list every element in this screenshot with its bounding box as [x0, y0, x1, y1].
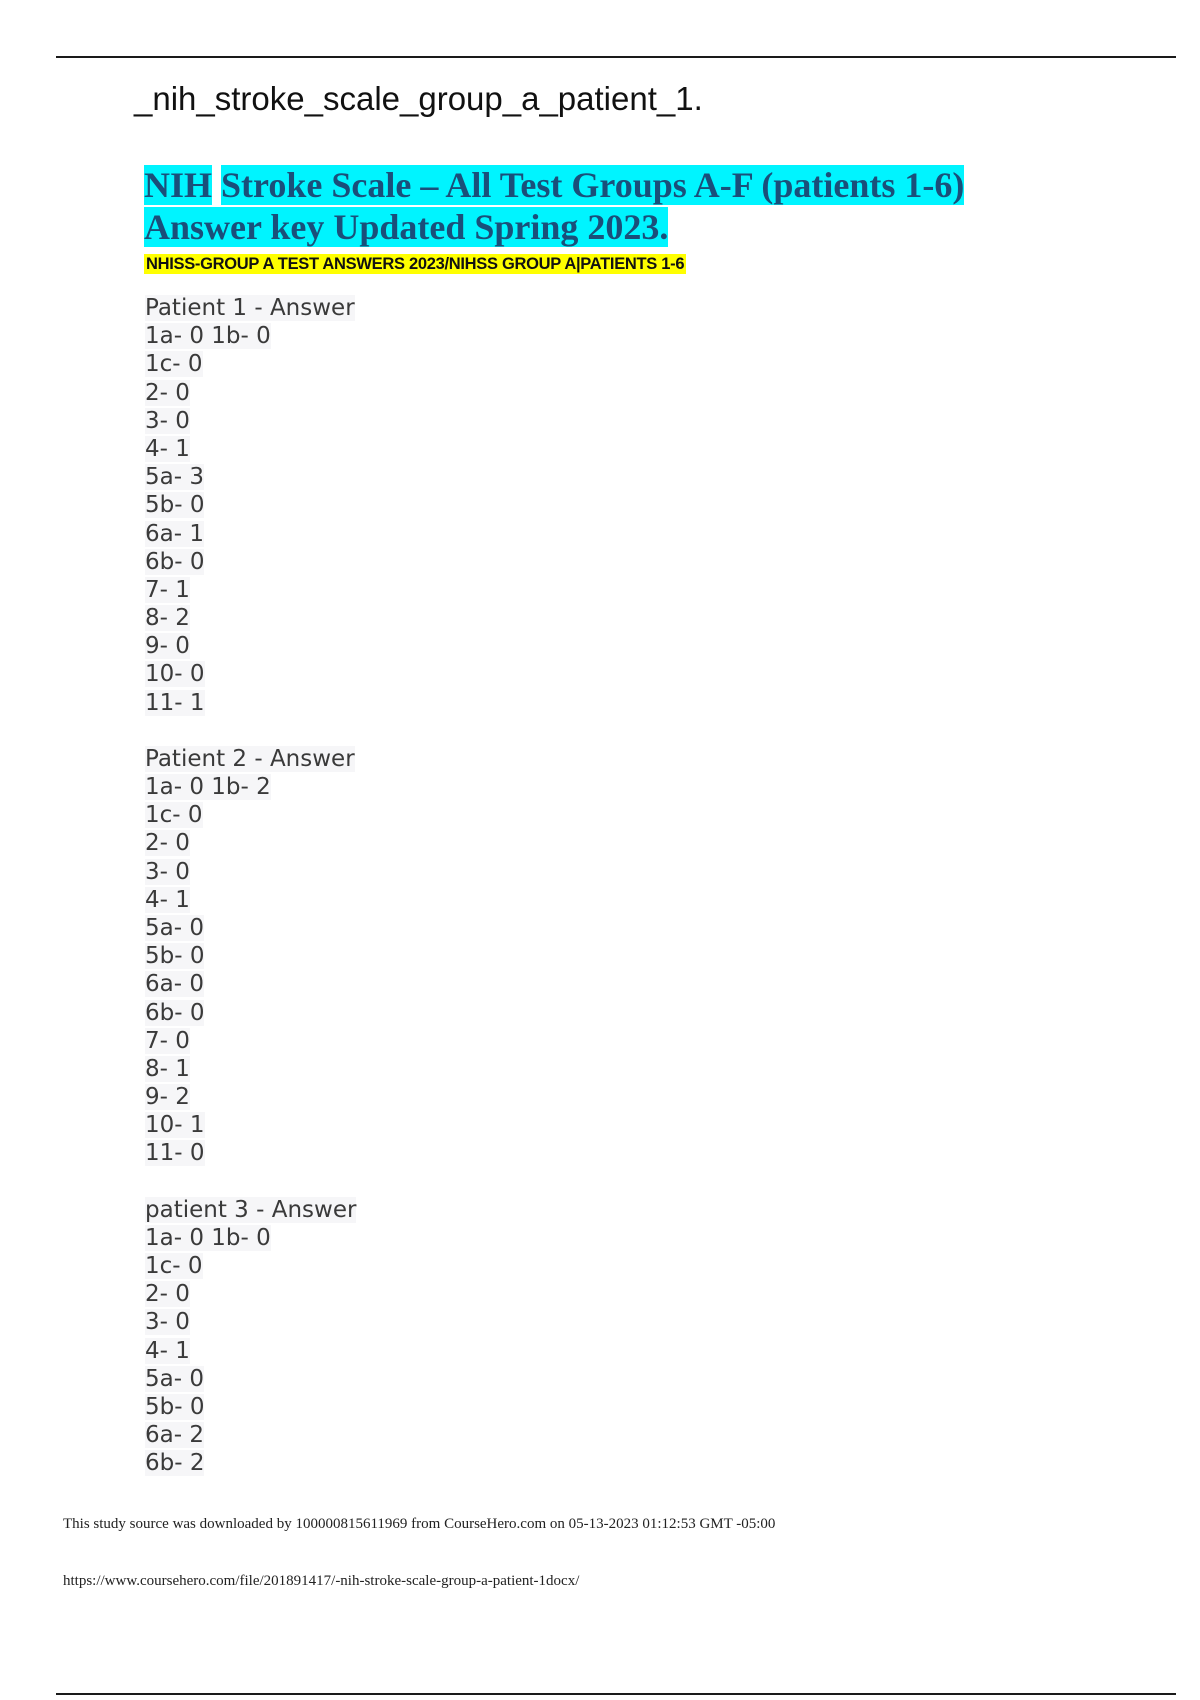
answer-line — [145, 548, 356, 576]
answer-text: 1a- 0 1b- 0 — [145, 323, 271, 350]
title-part-nih: NIH — [144, 165, 213, 205]
answer-text: 5b- 0 — [145, 1393, 205, 1420]
answer-line — [145, 886, 356, 914]
answer-text: 4- 1 — [145, 435, 190, 462]
answer-line — [145, 689, 356, 717]
answer-line — [145, 520, 356, 548]
answer-text: 3- 0 — [145, 1309, 190, 1336]
answer-text: 5b- 0 — [145, 492, 205, 519]
answer-line — [145, 914, 356, 942]
answer-line — [145, 604, 356, 632]
patient-heading-text: Patient 1 - Answer — [145, 295, 355, 321]
answer-text: 4- 1 — [145, 1337, 190, 1364]
answers-section — [145, 294, 356, 1506]
document-filename: _nih_stroke_scale_group_a_patient_1. — [134, 80, 703, 117]
answer-text: 9- 0 — [145, 633, 190, 660]
answer-line — [145, 1421, 356, 1449]
answer-line — [145, 1027, 356, 1055]
answer-text: 10- 0 — [145, 661, 205, 688]
bottom-rule — [56, 1693, 1176, 1695]
answer-line — [145, 435, 356, 463]
answer-text: 9- 2 — [145, 1084, 190, 1111]
answer-text: 3- 0 — [145, 407, 190, 434]
patient-3-block — [145, 1196, 356, 1478]
patient-heading — [145, 1196, 356, 1224]
answer-line — [145, 350, 356, 378]
answer-line — [145, 999, 356, 1027]
answer-line — [145, 463, 356, 491]
answer-line — [145, 1055, 356, 1083]
answer-line — [145, 1280, 356, 1308]
answer-text: 1a- 0 1b- 2 — [145, 774, 271, 800]
answer-text: 3- 0 — [145, 858, 190, 885]
patient-2-block — [145, 745, 356, 1168]
answer-line — [145, 773, 356, 801]
answer-text: 10- 1 — [145, 1112, 205, 1139]
answer-text: 1c- 0 — [145, 351, 203, 378]
answer-text: 2- 0 — [145, 1281, 190, 1308]
answer-text: 11- 0 — [145, 1140, 205, 1167]
answer-text: 11- 1 — [145, 689, 205, 716]
answer-line — [145, 858, 356, 886]
answer-text: 6a- 0 — [145, 971, 204, 998]
patient-heading — [145, 745, 356, 773]
answer-line — [145, 1139, 356, 1167]
answer-line — [145, 1308, 356, 1336]
answer-text: 5a- 0 — [145, 1365, 204, 1392]
answer-line — [145, 491, 356, 519]
answer-text: 1c- 0 — [145, 802, 203, 829]
answer-line — [145, 322, 356, 350]
answer-line — [145, 1449, 356, 1477]
answer-line — [145, 1111, 356, 1139]
answer-line — [145, 660, 356, 688]
answer-text: 5a- 3 — [145, 464, 204, 491]
answer-text: 1a- 0 1b- 0 — [145, 1224, 271, 1251]
answer-text: 5b- 0 — [145, 943, 205, 970]
answer-line — [145, 829, 356, 857]
answer-line — [145, 1365, 356, 1393]
answer-line — [145, 1083, 356, 1111]
patient-heading — [145, 294, 356, 322]
answer-line — [145, 1224, 356, 1252]
footer-url[interactable]: https://www.coursehero.com/file/201891417/-nih-stroke-scale-group-a-patient-1docx/ — [63, 1573, 580, 1589]
patient-heading-text: Patient 2 - Answer — [145, 745, 355, 772]
document-subtitle: NHISS-GROUP A TEST ANSWERS 2023/NIHSS GROUP A|PATIENTS 1-6 — [146, 255, 685, 273]
answer-line — [145, 1337, 356, 1365]
answer-text: 4- 1 — [145, 886, 190, 913]
answer-text: 1c- 0 — [145, 1253, 203, 1279]
answer-line — [145, 1252, 356, 1280]
patient-1-block — [145, 294, 356, 717]
answer-line — [145, 942, 356, 970]
answer-text: 5a- 0 — [145, 914, 204, 941]
title-line2: Answer key Updated Spring 2023. — [144, 207, 669, 247]
answer-line — [145, 379, 356, 407]
answer-text: 6b- 2 — [145, 1450, 205, 1477]
subtitle-wrapper — [144, 252, 686, 276]
answer-text: 2- 0 — [145, 379, 190, 406]
answer-line — [145, 970, 356, 998]
answer-text: 2- 0 — [145, 830, 190, 857]
document-title — [144, 164, 1044, 248]
answer-line — [145, 801, 356, 829]
answer-text: 6a- 2 — [145, 1422, 204, 1449]
answer-line — [145, 632, 356, 660]
answer-line — [145, 407, 356, 435]
answer-text: 6b- 0 — [145, 548, 205, 575]
answer-text: 7- 0 — [145, 1027, 190, 1054]
answer-text: 7- 1 — [145, 576, 190, 603]
answer-text: 8- 2 — [145, 605, 190, 632]
title-part-rest: Stroke Scale – All Test Groups A-F (patients 1-6) — [221, 165, 965, 205]
patient-heading-text: patient 3 - Answer — [145, 1196, 357, 1223]
top-rule — [56, 56, 1176, 58]
answer-text: 6a- 1 — [145, 520, 204, 547]
answer-line — [145, 576, 356, 604]
answer-line — [145, 1393, 356, 1421]
answer-text: 6b- 0 — [145, 999, 205, 1026]
footer-source-note: This study source was downloaded by 100000815611969 from CourseHero.com on 05-13-2023 01:12:53 GMT -05:00 — [63, 1516, 776, 1532]
answer-text: 8- 1 — [145, 1055, 190, 1082]
